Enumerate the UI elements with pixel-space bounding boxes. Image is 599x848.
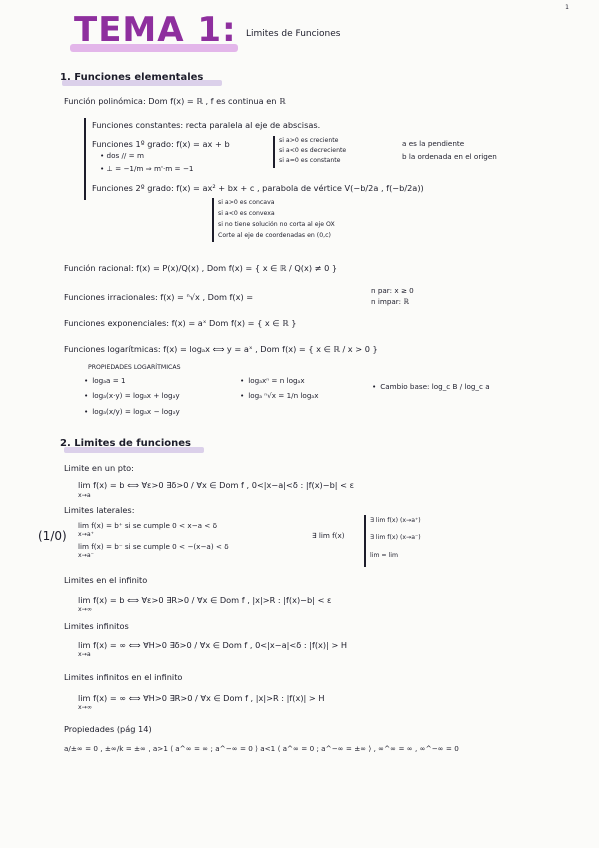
exponential-line: Funciones exponenciales: f(x) = aˣ Dom f(x) = { x ∈ ℝ } <box>64 318 297 328</box>
exists-case-2: ∃ lim f(x) (x→a⁻) <box>370 534 421 541</box>
infinity-limit-title: Limites en el infinito <box>64 575 148 585</box>
log-props-title: PROPIEDADES LOGARÍTMICAS <box>88 364 181 371</box>
exists-case-1: ∃ lim f(x) (x→a⁺) <box>370 517 421 524</box>
g2-case-3: si no tiene solución no corta al eje OX <box>218 221 335 228</box>
grade1-line: Funciones 1º grado: f(x) = ax + b <box>92 139 230 149</box>
g1-right-2: b la ordenada en el origen <box>402 152 497 161</box>
g2-case-4: Corte al eje de coordenadas en (0,c) <box>218 232 331 239</box>
lateral-left: lim f(x) = b⁻ si se cumple 0 < −(x−a) < δ <box>78 542 229 551</box>
point-limit-title: Limite en un pto: <box>64 463 134 473</box>
irr-case-2: n impar: ℝ <box>371 297 410 306</box>
g1-case-2: si a<0 es decreciente <box>279 147 347 154</box>
properties-line: a/±∞ = 0 , ±∞/k = ±∞ , a>1 ⟨ a^∞ = ∞ ; a^−∞ = 0 ⟩ a<1 ⟨ a^∞ = 0 ; a^−∞ = ±∞ ⟩ , ∞^∞ = ∞ , ∞^−∞ = 0 <box>64 744 459 753</box>
exists-limit: ∃ lim f(x) <box>312 531 345 540</box>
infinite-limit-def: lim f(x) = ∞ ⟺ ∀H>0 ∃δ>0 / ∀x ∈ Dom f , 0<|x−a|<δ : |f(x)| > H <box>78 640 348 650</box>
bracket-polynomial <box>84 118 86 200</box>
log-prop-1: • logₐa = 1 <box>84 376 126 385</box>
page-title: TEMA 1: <box>74 10 237 50</box>
log-prop-2: • logₐ(x·y) = logₐx + logₐy <box>84 391 180 400</box>
point-limit-def: lim f(x) = b ⟺ ∀ε>0 ∃δ>0 / ∀x ∈ Dom f , 0<|x−a|<δ : |f(x)−b| < ε <box>78 480 355 490</box>
log-prop-4: • logₐxⁿ = n logₐx <box>240 376 305 385</box>
infinity-limit-sub: x→∞ <box>78 606 93 613</box>
inf-inf-def: lim f(x) = ∞ ⟺ ∀H>0 ∃R>0 / ∀x ∈ Dom f , |x|>R : |f(x)| > H <box>78 693 325 703</box>
irrational-line: Funciones irracionales: f(x) = ⁿ√x , Dom f(x) = <box>64 292 254 302</box>
lateral-right-sub: x→a⁺ <box>78 531 94 538</box>
g2-case-1: si a>0 es concava <box>218 199 275 206</box>
log-prop-5: • logₐ ⁿ√x = 1/n logₐx <box>240 391 318 400</box>
page-number: 1 <box>565 4 569 11</box>
rational-line: Función racional: f(x) = P(x)/Q(x) , Dom f(x) = { x ∈ ℝ / Q(x) ≠ 0 } <box>64 263 338 273</box>
log-prop-3: • logₐ(x/y) = logₐx − logₐy <box>84 407 180 416</box>
inf-inf-title: Limites infinitos en el infinito <box>64 672 183 682</box>
g1-case-3: si a=0 es constante <box>279 157 341 164</box>
side-note: (1/0) <box>38 529 67 543</box>
bracket-grade2 <box>212 198 214 242</box>
g2-case-2: si a<0 es convexa <box>218 210 275 217</box>
logarithmic-line: Funciones logarítmicas: f(x) = logₐx ⟺ y = aˣ , Dom f(x) = { x ∈ ℝ / x > 0 } <box>64 344 378 354</box>
irr-case-1: n par: x ≥ 0 <box>371 286 414 295</box>
lateral-right: lim f(x) = b⁺ si se cumple 0 < x−a < δ <box>78 521 217 530</box>
g1-right-1: a es la pendiente <box>402 139 465 148</box>
exists-case-3: lim = lim <box>370 552 399 559</box>
lateral-left-sub: x→a⁻ <box>78 552 94 559</box>
infinity-limit-def: lim f(x) = b ⟺ ∀ε>0 ∃R>0 / ∀x ∈ Dom f , |x|>R : |f(x)−b| < ε <box>78 595 332 605</box>
properties-title: Propiedades (pág 14) <box>64 724 152 734</box>
parallel-line: • dos // = m <box>100 151 144 160</box>
infinite-limit-sub: x→a <box>78 651 91 658</box>
section1-heading: 1. Funciones elementales <box>60 72 204 83</box>
g1-case-1: si a>0 es creciente <box>279 137 339 144</box>
page-subtitle: Limites de Funciones <box>246 29 341 39</box>
bracket-grade1 <box>273 136 275 168</box>
perpendicular-line: • ⊥ = −1/m ⇒ m'·m = −1 <box>100 164 194 173</box>
infinite-limit-title: Limites infinitos <box>64 621 129 631</box>
point-limit-sub: x→a <box>78 492 91 499</box>
grade2-line: Funciones 2º grado: f(x) = ax² + bx + c , parabola de vértice V(−b/2a , f(−b/2a)) <box>92 183 424 193</box>
bracket-exists <box>364 515 366 567</box>
section2-heading: 2. Limites de funciones <box>60 438 191 449</box>
change-base: • Cambio base: log_c B / log_c a <box>372 382 490 391</box>
constant-line: Funciones constantes: recta paralela al eje de abscisas. <box>92 120 321 130</box>
lateral-title: Limites laterales: <box>64 505 135 515</box>
inf-inf-sub: x→∞ <box>78 704 93 711</box>
polynomial-line: Función polinómica: Dom f(x) = ℝ , f es continua en ℝ <box>64 96 286 106</box>
